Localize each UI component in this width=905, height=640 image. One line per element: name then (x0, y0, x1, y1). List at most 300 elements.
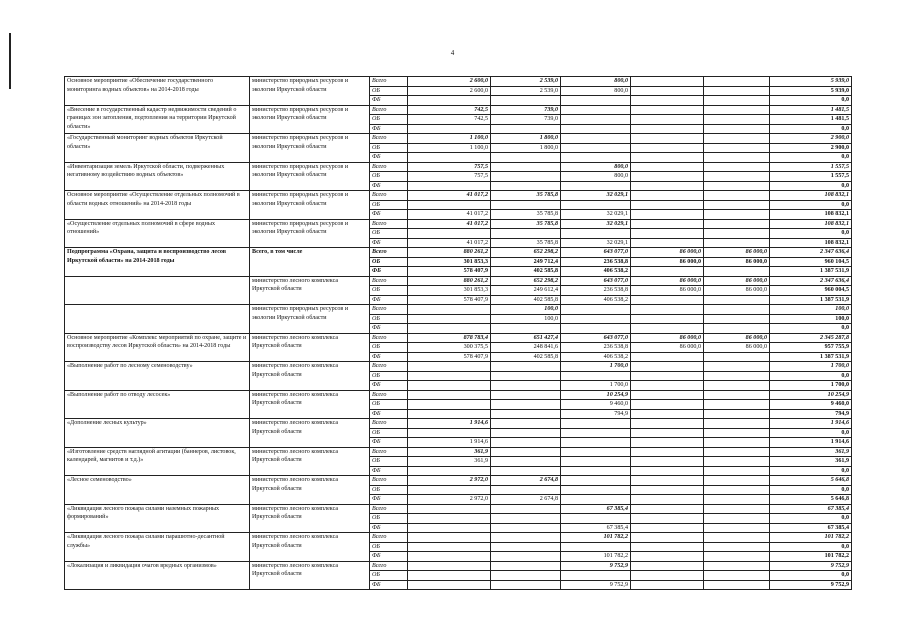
value-cell (408, 124, 491, 134)
total-cell: 794,9 (770, 409, 852, 419)
source-cell: ФБ (370, 352, 408, 362)
value-cell (631, 229, 704, 239)
value-cell: 406 538,2 (561, 352, 631, 362)
value-cell: 236 538,8 (561, 257, 631, 267)
value-cell (704, 134, 770, 144)
value-cell (704, 371, 770, 381)
value-cell: 86 000,0 (704, 343, 770, 353)
total-cell: 960 004,5 (770, 286, 852, 296)
table-row (65, 162, 852, 172)
source-cell: Всего (370, 105, 408, 115)
source-cell: ОБ (370, 542, 408, 552)
value-cell (408, 466, 491, 476)
value-cell: 86 000,0 (704, 276, 770, 286)
value-cell (408, 571, 491, 581)
total-cell: 0,0 (770, 542, 852, 552)
source-cell: Всего (370, 134, 408, 144)
value-cell: 1 100,0 (408, 143, 491, 153)
value-cell (631, 533, 704, 543)
value-cell (704, 172, 770, 182)
value-cell: 41 017,2 (408, 210, 491, 220)
value-cell (704, 181, 770, 191)
value-cell (561, 571, 631, 581)
value-cell: 643 077,0 (561, 248, 631, 258)
source-cell: ФБ (370, 96, 408, 106)
total-cell: 108 832,1 (770, 210, 852, 220)
responsible-cell: министерство лесного комплекса Иркутской области (250, 504, 370, 533)
activity-name-cell: Основное мероприятие «Обеспечение государственного мониторинга водных объектов» на 2014-2018 годы (65, 77, 250, 106)
value-cell (491, 153, 561, 163)
responsible-cell: министерство лесного комплекса Иркутской области (250, 447, 370, 476)
value-cell (631, 153, 704, 163)
table-row (65, 362, 852, 372)
value-cell: 578 407,9 (408, 295, 491, 305)
activity-name-cell: «Локализация и ликвидация очагов вредных организмов» (65, 561, 250, 590)
activity-name-cell (65, 276, 250, 305)
table-row (65, 533, 852, 543)
source-cell: ОБ (370, 229, 408, 239)
value-cell: 402 585,8 (491, 352, 561, 362)
value-cell (491, 514, 561, 524)
responsible-cell: Всего, в том числе (250, 248, 370, 277)
value-cell: 402 585,8 (491, 295, 561, 305)
value-cell: 86 000,0 (704, 333, 770, 343)
source-cell: ОБ (370, 571, 408, 581)
value-cell (561, 371, 631, 381)
total-cell: 5 646,8 (770, 495, 852, 505)
value-cell: 35 785,8 (491, 238, 561, 248)
value-cell (631, 571, 704, 581)
responsible-cell: министерство лесного комплекса Иркутской области (250, 333, 370, 362)
table-row (65, 390, 852, 400)
value-cell (561, 143, 631, 153)
value-cell: 880 261,2 (408, 276, 491, 286)
value-cell (491, 324, 561, 334)
value-cell: 739,0 (491, 105, 561, 115)
value-cell (491, 362, 561, 372)
responsible-cell: министерство природных ресурсов и экологии Иркутской области (250, 162, 370, 191)
value-cell: 578 407,9 (408, 267, 491, 277)
value-cell (491, 552, 561, 562)
source-cell: ОБ (370, 86, 408, 96)
value-cell: 878 783,4 (408, 333, 491, 343)
total-cell: 10 254,9 (770, 390, 852, 400)
value-cell (561, 466, 631, 476)
value-cell (491, 200, 561, 210)
source-cell: ОБ (370, 257, 408, 267)
total-cell: 9 460,0 (770, 400, 852, 410)
value-cell: 651 427,4 (491, 333, 561, 343)
value-cell (704, 77, 770, 87)
value-cell: 249 712,4 (491, 257, 561, 267)
source-cell: ФБ (370, 238, 408, 248)
value-cell (561, 153, 631, 163)
value-cell: 236 538,8 (561, 343, 631, 353)
responsible-cell: министерство лесного комплекса Иркутской области (250, 362, 370, 391)
value-cell (408, 552, 491, 562)
responsible-cell: министерство природных ресурсов и экологии Иркутской области (250, 134, 370, 163)
value-cell (408, 485, 491, 495)
responsible-cell: министерство природных ресурсов и экологии Иркутской области (250, 191, 370, 220)
value-cell (491, 124, 561, 134)
value-cell (491, 229, 561, 239)
value-cell: 300 375,5 (408, 343, 491, 353)
value-cell (631, 457, 704, 467)
value-cell (704, 324, 770, 334)
total-cell: 0,0 (770, 200, 852, 210)
value-cell (631, 86, 704, 96)
value-cell (704, 191, 770, 201)
value-cell (491, 428, 561, 438)
source-cell: Всего (370, 219, 408, 229)
total-cell: 100,0 (770, 314, 852, 324)
value-cell (491, 447, 561, 457)
value-cell (561, 419, 631, 429)
total-cell: 0,0 (770, 124, 852, 134)
value-cell: 652 298,2 (491, 276, 561, 286)
value-cell: 67 385,4 (561, 504, 631, 514)
value-cell (704, 476, 770, 486)
value-cell (631, 409, 704, 419)
source-cell: ФБ (370, 324, 408, 334)
value-cell: 739,0 (491, 115, 561, 125)
value-cell (491, 457, 561, 467)
source-cell: ФБ (370, 295, 408, 305)
value-cell: 1 914,6 (408, 438, 491, 448)
value-cell: 757,5 (408, 172, 491, 182)
activity-name-cell: «Изготовление средств наглядной агитации (баннеров, листовок, календарей, магнитов и т.д.)» (65, 447, 250, 476)
value-cell: 1 914,6 (408, 419, 491, 429)
value-cell (631, 295, 704, 305)
value-cell (491, 390, 561, 400)
total-cell: 1 481,5 (770, 115, 852, 125)
responsible-cell: министерство лесного комплекса Иркутской области (250, 533, 370, 562)
responsible-cell: министерство природных ресурсов и экологии Иркутской области (250, 219, 370, 248)
source-cell: ФБ (370, 124, 408, 134)
total-cell: 0,0 (770, 571, 852, 581)
value-cell: 2 972,0 (408, 476, 491, 486)
total-cell: 1 387 531,9 (770, 352, 852, 362)
responsible-cell: министерство лесного комплекса Иркутской области (250, 476, 370, 505)
total-cell: 0,0 (770, 324, 852, 334)
value-cell (631, 419, 704, 429)
value-cell (631, 134, 704, 144)
table-row (65, 248, 852, 258)
responsible-cell: министерство природных ресурсов и экологии Иркутской области (250, 305, 370, 334)
total-cell: 108 832,1 (770, 219, 852, 229)
value-cell (704, 115, 770, 125)
value-cell (631, 514, 704, 524)
source-cell: ФБ (370, 210, 408, 220)
activity-name-cell: «Ликвидация лесного пожара силами наземных пожарных формирований» (65, 504, 250, 533)
total-cell: 101 782,2 (770, 533, 852, 543)
value-cell (491, 580, 561, 590)
value-cell (631, 485, 704, 495)
value-cell: 35 785,8 (491, 210, 561, 220)
value-cell (561, 476, 631, 486)
value-cell (631, 523, 704, 533)
activity-name-cell: «Ликвидация лесного пожара силами парашютно-десантной службы» (65, 533, 250, 562)
table-row (65, 276, 852, 286)
value-cell (704, 466, 770, 476)
value-cell (631, 438, 704, 448)
value-cell: 86 000,0 (704, 248, 770, 258)
value-cell (704, 447, 770, 457)
value-cell: 86 000,0 (631, 333, 704, 343)
table-row (65, 219, 852, 229)
value-cell (704, 381, 770, 391)
table-row (65, 191, 852, 201)
value-cell (704, 390, 770, 400)
value-cell (704, 267, 770, 277)
value-cell: 248 841,6 (491, 343, 561, 353)
table-row (65, 447, 852, 457)
table-row (65, 134, 852, 144)
value-cell (491, 162, 561, 172)
total-cell: 0,0 (770, 428, 852, 438)
value-cell (631, 390, 704, 400)
total-cell: 0,0 (770, 181, 852, 191)
value-cell (631, 267, 704, 277)
value-cell (408, 400, 491, 410)
value-cell: 402 585,8 (491, 267, 561, 277)
total-cell: 108 832,1 (770, 238, 852, 248)
total-cell: 1 700,0 (770, 362, 852, 372)
value-cell: 1 800,0 (491, 134, 561, 144)
total-cell: 1 387 531,9 (770, 295, 852, 305)
value-cell: 86 000,0 (631, 257, 704, 267)
value-cell: 41 017,2 (408, 238, 491, 248)
value-cell (491, 96, 561, 106)
value-cell (631, 447, 704, 457)
activity-name-cell: «Осуществление отдельных полномочий в сфере водных отношений» (65, 219, 250, 248)
value-cell (704, 457, 770, 467)
value-cell (631, 324, 704, 334)
value-cell (631, 466, 704, 476)
value-cell: 9 752,9 (561, 561, 631, 571)
value-cell (704, 419, 770, 429)
value-cell (491, 533, 561, 543)
value-cell (491, 400, 561, 410)
value-cell: 86 000,0 (704, 257, 770, 267)
total-cell: 0,0 (770, 466, 852, 476)
value-cell (408, 428, 491, 438)
value-cell (631, 200, 704, 210)
source-cell: ОБ (370, 457, 408, 467)
value-cell: 86 000,0 (631, 276, 704, 286)
value-cell (408, 314, 491, 324)
source-cell: ОБ (370, 172, 408, 182)
total-cell: 361,9 (770, 457, 852, 467)
activity-name-cell: «Государственный мониторинг водных объектов Иркутской области» (65, 134, 250, 163)
value-cell: 2 600,0 (408, 77, 491, 87)
value-cell (491, 381, 561, 391)
value-cell (408, 371, 491, 381)
total-cell: 0,0 (770, 229, 852, 239)
responsible-cell: министерство природных ресурсов и экологии Иркутской области (250, 105, 370, 134)
value-cell (631, 162, 704, 172)
responsible-cell: министерство лесного комплекса Иркутской области (250, 561, 370, 590)
value-cell (704, 143, 770, 153)
responsible-cell: министерство лесного комплекса Иркутской области (250, 419, 370, 448)
activity-name-cell: Подпрограмма «Охрана, защита и воспроизводство лесов Иркутской области» на 2014-2018 годы (65, 248, 250, 277)
source-cell: ФБ (370, 523, 408, 533)
total-cell: 1 914,6 (770, 419, 852, 429)
total-cell: 67 385,4 (770, 523, 852, 533)
value-cell: 2 674,8 (491, 476, 561, 486)
value-cell: 32 029,1 (561, 219, 631, 229)
value-cell (561, 229, 631, 239)
source-cell: Всего (370, 162, 408, 172)
value-cell (704, 305, 770, 315)
value-cell (561, 314, 631, 324)
value-cell (491, 181, 561, 191)
value-cell (631, 552, 704, 562)
total-cell: 361,9 (770, 447, 852, 457)
value-cell (408, 561, 491, 571)
value-cell: 800,0 (561, 162, 631, 172)
source-cell: ОБ (370, 143, 408, 153)
activity-name-cell: «Выполнение работ по отводу лесосек» (65, 390, 250, 419)
value-cell (704, 542, 770, 552)
value-cell (704, 362, 770, 372)
value-cell (704, 96, 770, 106)
source-cell: ОБ (370, 428, 408, 438)
value-cell (491, 542, 561, 552)
source-cell: ФБ (370, 438, 408, 448)
source-cell: Всего (370, 276, 408, 286)
activity-name-cell: «Внесение в государственный кадастр недвижимости сведений о границах зон затопления, подтопления на территории Иркутской области» (65, 105, 250, 134)
value-cell (408, 181, 491, 191)
value-cell: 578 407,9 (408, 352, 491, 362)
source-cell: Всего (370, 390, 408, 400)
value-cell (408, 362, 491, 372)
value-cell (408, 324, 491, 334)
value-cell: 2 972,0 (408, 495, 491, 505)
value-cell: 800,0 (561, 86, 631, 96)
source-cell: ФБ (370, 153, 408, 163)
total-cell: 5 646,8 (770, 476, 852, 486)
source-cell: ОБ (370, 115, 408, 125)
value-cell: 361,9 (408, 447, 491, 457)
value-cell: 652 298,2 (491, 248, 561, 258)
value-cell: 1 700,0 (561, 381, 631, 391)
source-cell: Всего (370, 191, 408, 201)
value-cell (491, 172, 561, 182)
total-cell: 5 939,0 (770, 77, 852, 87)
value-cell (631, 400, 704, 410)
value-cell (631, 476, 704, 486)
value-cell (408, 229, 491, 239)
value-cell (491, 438, 561, 448)
value-cell: 41 017,2 (408, 219, 491, 229)
value-cell: 880 261,2 (408, 248, 491, 258)
value-cell (631, 314, 704, 324)
total-cell: 1 557,5 (770, 162, 852, 172)
source-cell: ОБ (370, 514, 408, 524)
activity-name-cell: «Инвентаризация земель Иркутской области, подверженных негативному воздействию водных объектов» (65, 162, 250, 191)
table-row (65, 561, 852, 571)
table-row (65, 476, 852, 486)
value-cell (631, 238, 704, 248)
value-cell (561, 134, 631, 144)
value-cell: 9 752,9 (561, 580, 631, 590)
value-cell (704, 238, 770, 248)
source-cell: Всего (370, 476, 408, 486)
value-cell (704, 86, 770, 96)
total-cell: 1 557,5 (770, 172, 852, 182)
value-cell (704, 162, 770, 172)
source-cell: ФБ (370, 495, 408, 505)
value-cell: 32 029,1 (561, 210, 631, 220)
value-cell (408, 96, 491, 106)
value-cell (491, 466, 561, 476)
value-cell (408, 305, 491, 315)
value-cell (408, 580, 491, 590)
total-cell: 108 832,1 (770, 191, 852, 201)
total-cell: 100,0 (770, 305, 852, 315)
value-cell: 800,0 (561, 172, 631, 182)
value-cell (704, 124, 770, 134)
value-cell (561, 105, 631, 115)
value-cell (704, 571, 770, 581)
value-cell (704, 561, 770, 571)
value-cell: 86 000,0 (631, 343, 704, 353)
value-cell (408, 542, 491, 552)
value-cell: 67 385,4 (561, 523, 631, 533)
value-cell (408, 533, 491, 543)
source-cell: ОБ (370, 314, 408, 324)
value-cell (561, 542, 631, 552)
value-cell (704, 295, 770, 305)
value-cell (631, 352, 704, 362)
value-cell (704, 400, 770, 410)
source-cell: Всего (370, 504, 408, 514)
value-cell (491, 485, 561, 495)
value-cell: 10 254,9 (561, 390, 631, 400)
value-cell: 100,0 (491, 314, 561, 324)
value-cell (408, 381, 491, 391)
value-cell (561, 438, 631, 448)
total-cell: 9 752,9 (770, 580, 852, 590)
source-cell: Всего (370, 305, 408, 315)
source-cell: ФБ (370, 552, 408, 562)
value-cell (491, 561, 561, 571)
total-cell: 67 385,4 (770, 504, 852, 514)
source-cell: ОБ (370, 343, 408, 353)
value-cell (561, 514, 631, 524)
total-cell: 2 347 636,4 (770, 248, 852, 258)
total-cell: 960 104,5 (770, 257, 852, 267)
value-cell: 757,5 (408, 162, 491, 172)
value-cell (408, 409, 491, 419)
total-cell: 1 481,5 (770, 105, 852, 115)
value-cell: 2 539,0 (491, 86, 561, 96)
value-cell: 101 782,2 (561, 552, 631, 562)
value-cell: 2 539,0 (491, 77, 561, 87)
total-cell: 2 900,0 (770, 143, 852, 153)
value-cell (704, 485, 770, 495)
value-cell (704, 153, 770, 163)
value-cell: 643 077,0 (561, 333, 631, 343)
value-cell (631, 143, 704, 153)
value-cell: 794,9 (561, 409, 631, 419)
value-cell (631, 191, 704, 201)
source-cell: Всего (370, 447, 408, 457)
total-cell: 0,0 (770, 371, 852, 381)
value-cell (561, 447, 631, 457)
value-cell (631, 77, 704, 87)
